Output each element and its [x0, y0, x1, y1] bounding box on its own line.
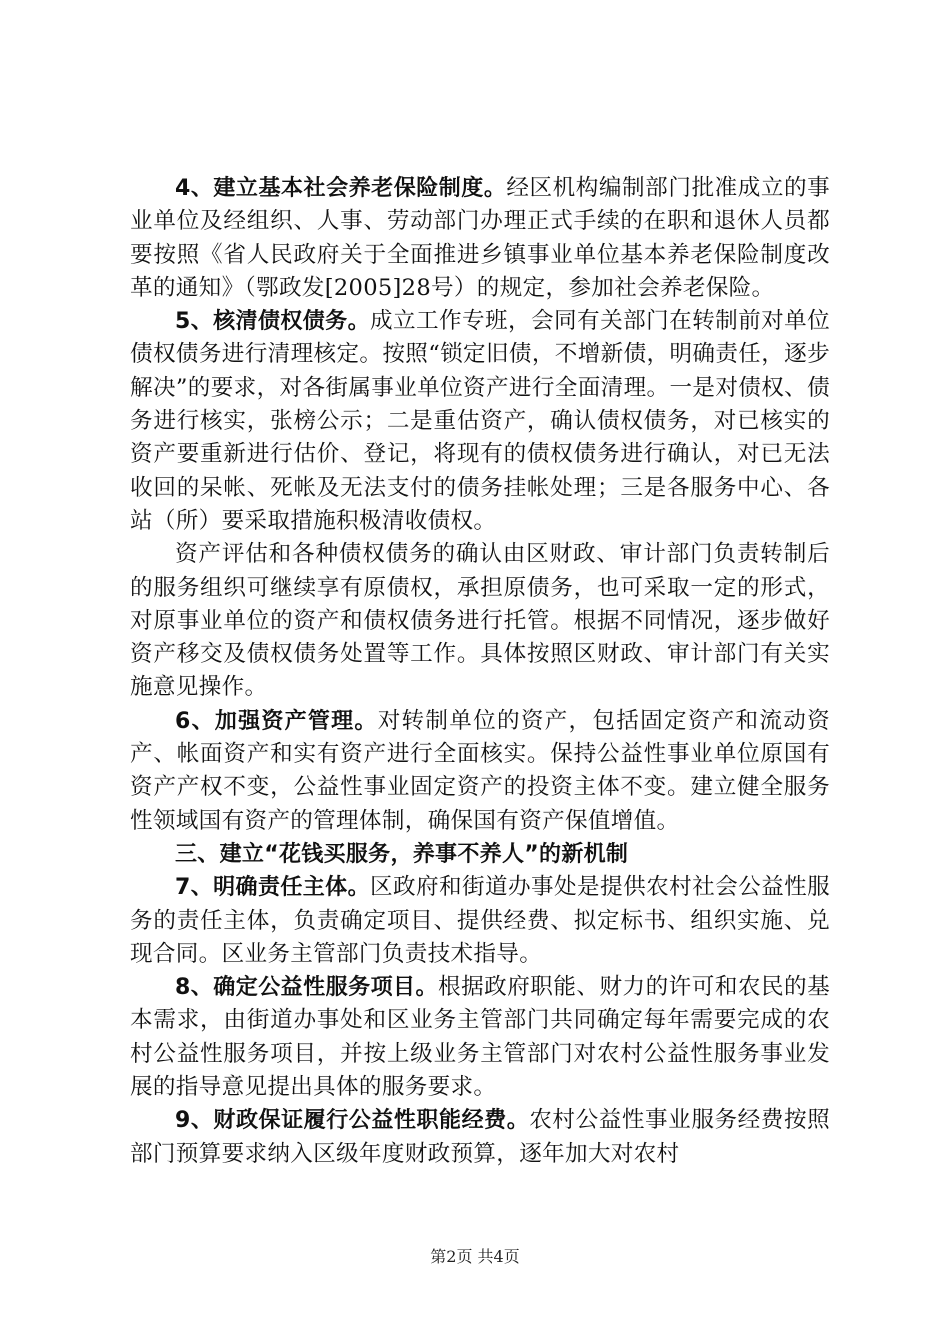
- paragraph-item-6: [130, 705, 830, 838]
- paragraph-text: 根据政府职能、财力的许可和农民的基本需求，由街道办事处和区业务主管部门共同确定每年需要完成的农村公益性服务项目，并按上级业务主管部门对农村公益性服务事业发展的指导意见提出具体的服务要求。: [130, 974, 830, 1101]
- paragraph-heading: 6、加强资产管理。: [175, 708, 378, 734]
- paragraph-text: 对转制单位的资产，包括固定资产和流动资产、帐面资产和实有资产进行全面核实。保持公益性事业单位原国有资产产权不变，公益性事业固定资产的投资主体不变。建立健全服务性领域国有资产的管理体制，确保国有资产保值增值。: [130, 707, 831, 834]
- paragraph-item-8: [130, 971, 830, 1104]
- paragraph-text: 区政府和街道办事处是提供农村社会公益性服务的责任主体，负责确定项目、提供经费、拟定标书、组织实施、兑现合同。区业务主管部门负责技术指导。: [130, 874, 831, 967]
- paragraph-heading: 4、建立基本社会养老保险制度。: [175, 176, 507, 201]
- paragraph-item-4: [130, 172, 830, 305]
- section-title: 三、建立“花钱买服务，养事不养人”的新机制: [175, 841, 629, 867]
- paragraph-text: 资产评估和各种债权债务的确认由区财政、审计部门负责转制后的服务组织可继续享有原债权，承担原债务，也可采取一定的形式，对原事业单位的资产和债权债务进行托管。根据不同情况，逐步做好资产移交及债权债务处置等工作。具体按照区财政、审计部门有关实施意见操作。: [130, 541, 830, 701]
- paragraph-item-7: [130, 871, 830, 971]
- paragraph-text: 经区机构编制部门批准成立的事业单位及经组织、人事、劳动部门办理正式手续的在职和退休人员都要按照《省人民政府关于全面推进乡镇事业单位基本养老保险制度改革的通知》（鄂政发[2005]28号）的规定，参加社会养老保险。: [130, 175, 831, 301]
- paragraph-heading: 8、确定公益性服务项目。: [175, 975, 438, 1001]
- page-number-label: 第2页 共4页: [430, 1247, 520, 1266]
- paragraph-item-9: [130, 1104, 830, 1171]
- paragraph-heading: 5、核清债权债务。: [175, 309, 371, 335]
- paragraph-text: 成立工作专班，会同有关部门在转制前对单位债权债务进行清理核定。按照“锁定旧债，不增新债，明确责任，逐步解决”的要求，对各街属事业单位资产进行全面清理。一是对债权、债务进行核实，张榜公示；二是重估资产，确认债权债务，对已核实的资产要重新进行估价、登记，将现有的债权债务进行确认，对已无法收回的呆帐、死帐及无法支付的债务挂帐处理；三是各服务中心、各站（所）要采取措施积极清收债权。: [130, 308, 831, 534]
- paragraph-text: 农村公益性事业服务经费按照部门预算要求纳入区级年度财政预算，逐年加大对农村: [130, 1107, 830, 1167]
- paragraph-heading: 9、财政保证履行公益性职能经费。: [175, 1108, 530, 1134]
- page-footer: [0, 1244, 950, 1267]
- document-body: [130, 172, 830, 1171]
- paragraph-asset-evaluation: [130, 538, 830, 704]
- paragraph-item-5: [130, 305, 830, 538]
- paragraph-heading: 7、明确责任主体。: [175, 875, 371, 901]
